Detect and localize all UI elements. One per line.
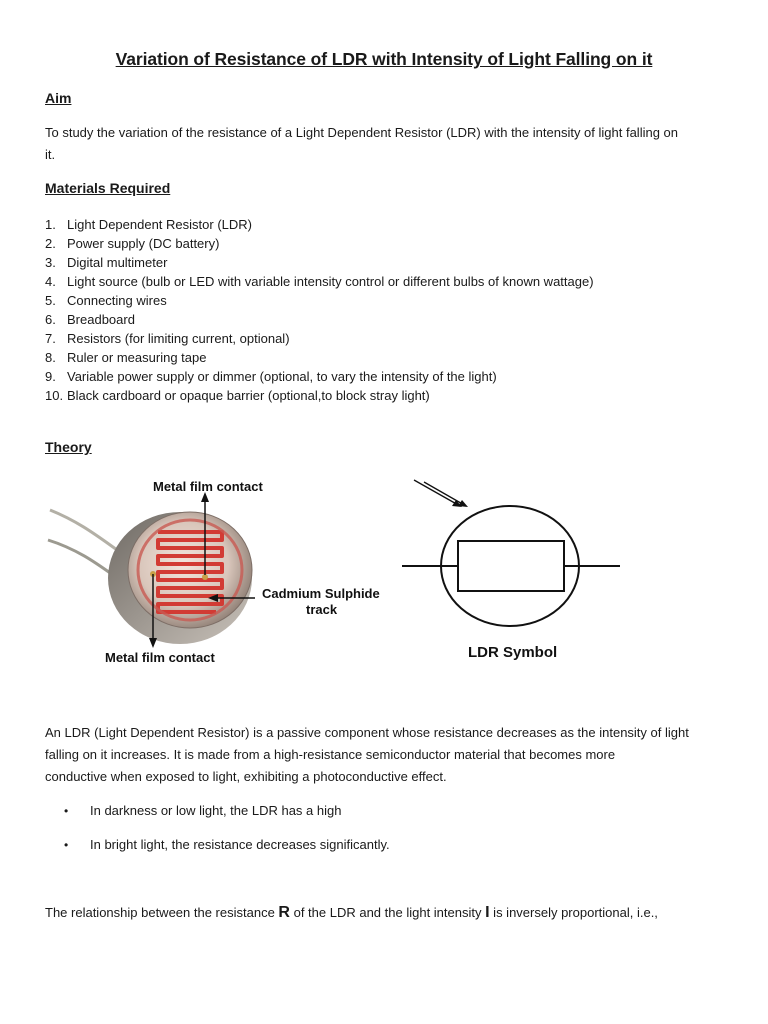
list-number: 7. [45, 331, 56, 346]
light-ray [414, 480, 460, 506]
list-text: Connecting wires [67, 293, 167, 308]
relation-text: is inversely proportional, i.e., [489, 905, 658, 920]
label-cds-track-2: track [306, 602, 338, 617]
list-number: 3. [45, 255, 56, 270]
list-item [45, 348, 594, 367]
list-text: Variable power supply or dimmer (optional, to vary the intensity of the light) [67, 369, 497, 384]
aim-heading: Aim [45, 90, 72, 106]
relation-symbol-i: I [485, 904, 490, 921]
list-text: Resistors (for limiting current, optional) [67, 331, 290, 346]
list-number: 10. [45, 388, 64, 403]
label-cds-track-1: Cadmium Sulphide [262, 586, 380, 601]
list-text: Power supply (DC battery) [67, 236, 220, 251]
list-text: Ruler or measuring tape [67, 350, 207, 365]
bullet-item [64, 803, 341, 818]
list-text: Black cardboard or opaque barrier (optional,to block stray light) [67, 388, 430, 403]
arrow-head [149, 638, 157, 648]
theory-line-1: An LDR (Light Dependent Resistor) is a passive component whose resistance decreases as the intensity of light [45, 725, 689, 740]
list-number: 6. [45, 312, 56, 327]
ldr-symbol-label: LDR Symbol [468, 644, 558, 661]
list-number: 5. [45, 293, 56, 308]
theory-line-2: falling on it increases. It is made from a high-resistance semiconductor material that becomes more [45, 747, 616, 762]
bullet-dot: • [64, 804, 69, 818]
list-item [45, 367, 594, 386]
list-number: 1. [45, 217, 56, 232]
aim-text-line-1: To study the variation of the resistance of a Light Dependent Resistor (LDR) with the intensity of light falling on [45, 125, 679, 140]
materials-list [45, 215, 594, 405]
list-number: 9. [45, 369, 56, 384]
ldr-symbol-circle [441, 506, 579, 626]
bullet-dot: • [64, 838, 69, 852]
list-item [45, 386, 594, 405]
list-item [45, 310, 594, 329]
relation-sentence [45, 904, 658, 922]
bullet-text: In bright light, the resistance decreases significantly. [90, 837, 390, 852]
aim-text-line-2: it. [45, 147, 56, 162]
list-item [45, 291, 594, 310]
list-text: Light Dependent Resistor (LDR) [67, 217, 252, 232]
theory-paragraph [45, 722, 730, 788]
ldr-figure [40, 470, 640, 675]
bullet-text: In darkness or low light, the LDR has a high [90, 803, 342, 818]
list-text: Breadboard [67, 312, 135, 327]
aim-text [45, 122, 730, 166]
light-ray-head [458, 500, 468, 507]
page-title: Variation of Resistance of LDR with Intensity of Light Falling on it [115, 49, 653, 69]
list-number: 4. [45, 274, 56, 289]
list-text: Light source (bulb or LED with variable intensity control or different bulbs of known wattage) [67, 274, 594, 289]
list-item [45, 329, 594, 348]
theory-line-3: conductive when exposed to light, exhibiting a photoconductive effect. [45, 769, 447, 784]
light-ray [424, 482, 466, 506]
ldr-symbol-resistor [458, 541, 564, 591]
relation-text: The relationship between the resistance [45, 905, 279, 920]
relation-text: of the LDR and the light intensity [289, 905, 486, 920]
label-metal-film-contact-top: Metal film contact [153, 479, 263, 494]
list-text: Digital multimeter [67, 255, 168, 270]
list-number: 8. [45, 350, 56, 365]
bullet-item [64, 837, 390, 852]
relation-symbol-r: R [278, 904, 290, 921]
label-metal-film-contact-bottom: Metal film contact [105, 650, 215, 665]
list-item [45, 234, 594, 253]
list-item [45, 253, 594, 272]
list-number: 2. [45, 236, 56, 251]
theory-heading: Theory [45, 439, 92, 455]
list-item [45, 272, 594, 291]
materials-heading: Materials Required [45, 180, 171, 196]
list-item [45, 215, 594, 234]
